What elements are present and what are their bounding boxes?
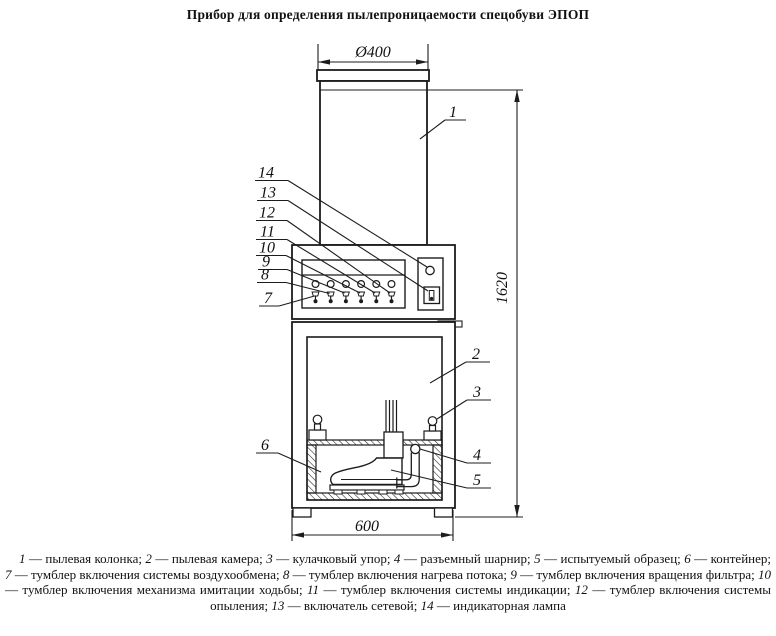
label-3: 3 bbox=[473, 384, 481, 401]
figure-title: Прибор для определения пылепроницаемости спецобуви ЭПОП bbox=[186, 7, 590, 22]
arrow-right-icon bbox=[416, 59, 428, 64]
label-7: 7 bbox=[264, 290, 272, 307]
caption-part-number: 8 bbox=[282, 566, 290, 582]
label-1: 1 bbox=[449, 104, 457, 121]
indicator-lamp bbox=[426, 266, 434, 274]
label-10: 10 bbox=[259, 239, 275, 257]
column-cap bbox=[317, 70, 429, 81]
arrow-down-icon bbox=[514, 505, 519, 517]
arrow-left-icon bbox=[318, 59, 330, 64]
caption-part-number: 3 bbox=[266, 551, 273, 566]
dim-width-text: 600 bbox=[355, 518, 379, 535]
label-9: 9 bbox=[262, 253, 270, 271]
caption-part-number: 13 bbox=[271, 597, 285, 613]
pipe-ball-joint bbox=[411, 444, 420, 453]
label-6: 6 bbox=[261, 437, 269, 454]
dim-diameter-text: Ø400 bbox=[355, 44, 391, 61]
caption-part-number: 4 bbox=[393, 551, 401, 566]
arrow-up-icon bbox=[514, 90, 519, 102]
caption-part-number: 14 bbox=[420, 597, 434, 613]
label-5: 5 bbox=[473, 472, 481, 489]
label-11: 11 bbox=[260, 223, 275, 241]
label-4: 4 bbox=[473, 447, 481, 464]
label-8: 8 bbox=[261, 266, 269, 284]
cabinet-foot-left bbox=[293, 508, 311, 517]
drive-block bbox=[384, 432, 403, 458]
label-14: 14 bbox=[258, 164, 274, 182]
dimension-height bbox=[455, 90, 523, 517]
caption-part-number: 5 bbox=[534, 551, 541, 566]
label-13: 13 bbox=[260, 184, 276, 202]
caption-part-number: 12 bbox=[574, 582, 588, 598]
dust-column bbox=[317, 70, 523, 245]
caption-part-number: 11 bbox=[307, 582, 320, 598]
caption-part-number: 6 bbox=[684, 551, 691, 566]
label-12: 12 bbox=[259, 204, 275, 222]
label-2: 2 bbox=[472, 346, 480, 363]
caption-part-number: 10 bbox=[758, 566, 771, 582]
dimension-diameter bbox=[318, 44, 428, 70]
cabinet-foot-right bbox=[435, 508, 453, 517]
caption-part-number: 9 bbox=[510, 566, 517, 582]
column-body bbox=[320, 81, 427, 245]
figure-caption: 1 — пылевая колонка; 2 — пылевая камера; 3 — кулачковый упор; 4 — разъемный шарнир; 5 — испытуемый образец; 6 — контейнер; 7 — тумблер включения системы воздухообмена; 8 — тумблер включения нагрева потока; 9 — тумблер включения вращения фильтра; 10 — тумблер включения механизма имитации ходьбы; 11 — тумблер включения системы индикации; 12 — тумблер включения системы опыления; 13 — включатель сетевой; 14 — индикаторная лампа bbox=[5, 551, 771, 613]
dim-height-text: 1620 bbox=[494, 272, 511, 304]
caption-part-number: 7 bbox=[5, 566, 12, 582]
caption-part-number: 2 bbox=[145, 551, 152, 566]
dimension-width bbox=[292, 510, 453, 541]
caption-part-number: 1 bbox=[19, 551, 26, 566]
